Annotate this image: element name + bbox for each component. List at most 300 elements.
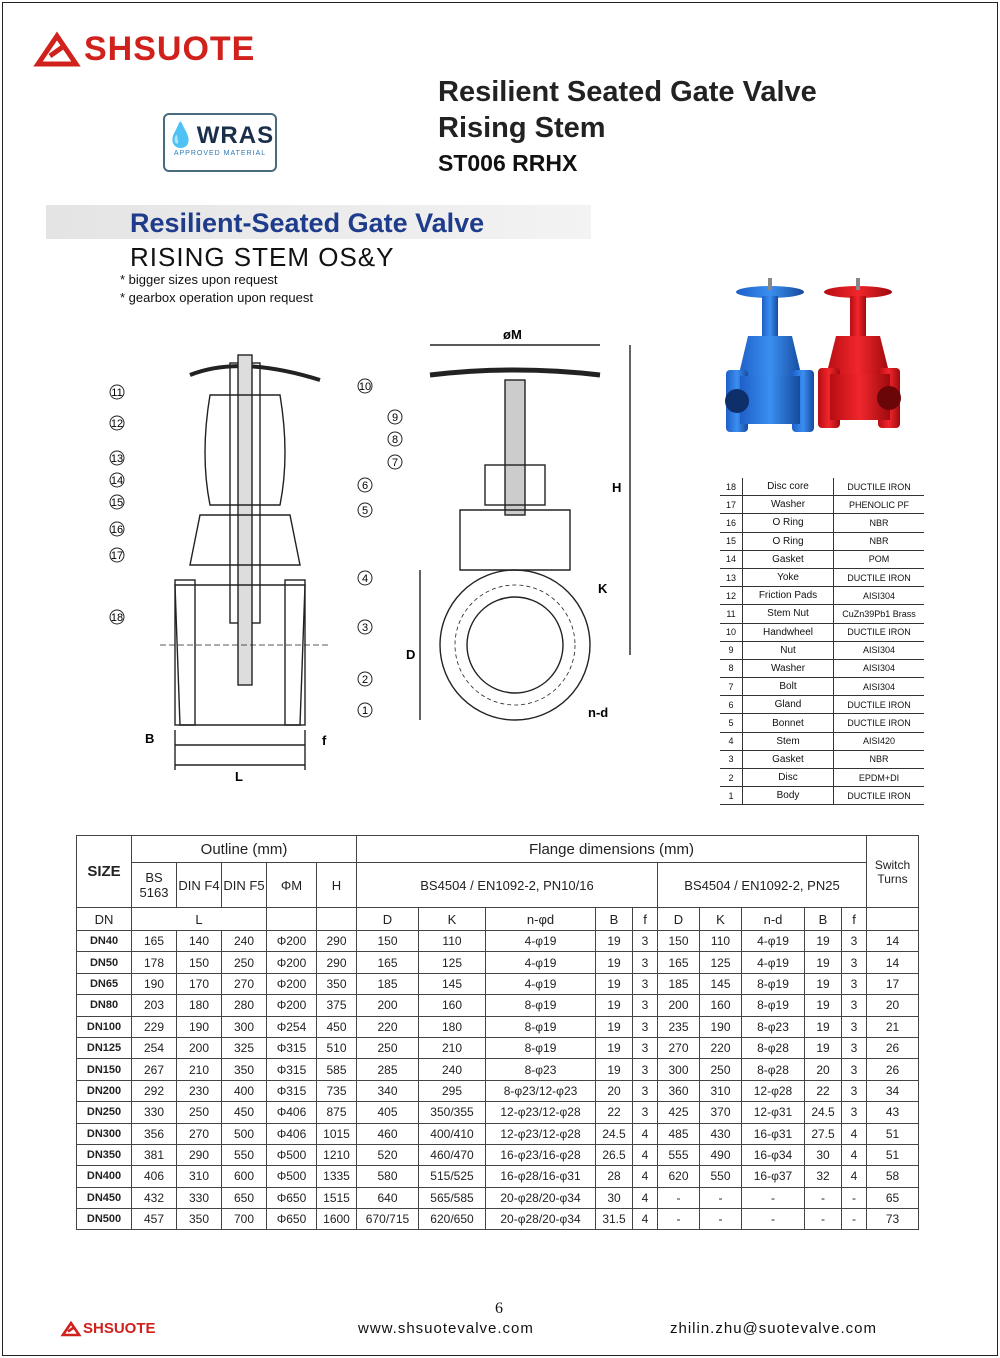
- note-bigger-sizes: * bigger sizes upon request: [120, 272, 278, 287]
- value-cell: 125: [419, 952, 486, 973]
- dim-M-label: øM: [503, 327, 522, 342]
- page-number: 6: [495, 1300, 503, 1317]
- value-cell: 3: [842, 973, 867, 994]
- value-cell: 450: [222, 1102, 267, 1123]
- table-row: [77, 1144, 919, 1165]
- value-cell: 12-φ28: [742, 1080, 805, 1101]
- part-material: AISI304: [834, 678, 925, 696]
- value-cell: 220: [357, 1016, 419, 1037]
- value-cell: 73: [867, 1209, 919, 1230]
- value-cell: 1600: [317, 1209, 357, 1230]
- dn-header: DN: [77, 908, 132, 931]
- parts-list-table: [720, 478, 924, 805]
- table-row: [77, 1059, 919, 1080]
- value-cell: 4: [842, 1123, 867, 1144]
- value-cell: 150: [357, 931, 419, 952]
- value-cell: 1015: [317, 1123, 357, 1144]
- value-cell: 350: [222, 1059, 267, 1080]
- value-cell: Φ500: [267, 1166, 317, 1187]
- value-cell: 250: [700, 1059, 742, 1080]
- value-cell: 330: [132, 1102, 177, 1123]
- part-name: Bonnet: [743, 714, 834, 732]
- banner-subtitle: RISING STEM OS&Y: [130, 242, 395, 272]
- value-cell: Φ200: [267, 995, 317, 1016]
- value-cell: 19: [596, 1016, 633, 1037]
- value-cell: 270: [658, 1037, 700, 1058]
- value-cell: 160: [700, 995, 742, 1016]
- value-cell: 8-φ23/12-φ23: [486, 1080, 596, 1101]
- callouts-right: [358, 379, 372, 717]
- part-number: 16: [720, 514, 743, 532]
- value-cell: 267: [132, 1059, 177, 1080]
- value-cell: 200: [658, 995, 700, 1016]
- part-material: PHENOLIC PF: [834, 496, 925, 514]
- value-cell: 19: [596, 1037, 633, 1058]
- value-cell: 14: [867, 931, 919, 952]
- value-cell: Φ315: [267, 1080, 317, 1101]
- value-cell: 292: [132, 1080, 177, 1101]
- value-cell: 310: [177, 1166, 222, 1187]
- dim-H-label: H: [612, 480, 622, 495]
- value-cell: 27.5: [805, 1123, 842, 1144]
- wras-badge: [163, 113, 277, 172]
- value-cell: 520: [357, 1144, 419, 1165]
- value-cell: 165: [132, 931, 177, 952]
- value-cell: 200: [177, 1037, 222, 1058]
- part-number: 3: [720, 750, 743, 768]
- part-material: NBR: [834, 532, 925, 550]
- value-cell: 400: [222, 1080, 267, 1101]
- value-cell: 125: [700, 952, 742, 973]
- value-cell: 4: [633, 1144, 658, 1165]
- callout-label: 18: [110, 612, 124, 624]
- table-row: [77, 1037, 919, 1058]
- value-cell: 150: [658, 931, 700, 952]
- value-cell: 4-φ19: [742, 952, 805, 973]
- part-name: Yoke: [743, 568, 834, 586]
- value-cell: 400/410: [419, 1123, 486, 1144]
- table-row: [77, 952, 919, 973]
- table-row: [77, 973, 919, 994]
- dn-cell: DN125: [77, 1037, 132, 1058]
- parts-row: [720, 678, 924, 696]
- callout-label: 10: [358, 381, 372, 393]
- value-cell: 22: [596, 1102, 633, 1123]
- value-cell: Φ650: [267, 1209, 317, 1230]
- part-name: Disc: [743, 769, 834, 787]
- value-cell: 165: [357, 952, 419, 973]
- parts-row: [720, 769, 924, 787]
- value-cell: 3: [842, 1102, 867, 1123]
- part-material: AISI304: [834, 587, 925, 605]
- parts-row: [720, 714, 924, 732]
- value-cell: 405: [357, 1102, 419, 1123]
- callouts-left: [110, 385, 124, 624]
- value-cell: Φ200: [267, 973, 317, 994]
- value-cell: 580: [357, 1166, 419, 1187]
- value-cell: 165: [658, 952, 700, 973]
- value-cell: 555: [658, 1144, 700, 1165]
- value-cell: 430: [700, 1123, 742, 1144]
- valve-technical-drawing: [100, 325, 620, 795]
- value-cell: 640: [357, 1187, 419, 1208]
- value-cell: 1335: [317, 1166, 357, 1187]
- pn16-header: BS4504 / EN1092-2, PN10/16: [357, 863, 658, 908]
- table-row: [77, 1016, 919, 1037]
- part-material: DUCTILE IRON: [834, 714, 925, 732]
- value-cell: 31.5: [596, 1209, 633, 1230]
- value-cell: 280: [222, 995, 267, 1016]
- value-cell: 485: [658, 1123, 700, 1144]
- value-cell: 28: [596, 1166, 633, 1187]
- value-cell: 3: [633, 1080, 658, 1101]
- part-material: AISI304: [834, 641, 925, 659]
- dn-cell: DN250: [77, 1102, 132, 1123]
- value-cell: 875: [317, 1102, 357, 1123]
- part-name: Washer: [743, 659, 834, 677]
- flange-subheader: n-φd: [486, 908, 596, 931]
- banner-title: Resilient-Seated Gate Valve: [130, 208, 485, 238]
- value-cell: 190: [700, 1016, 742, 1037]
- value-cell: 110: [419, 931, 486, 952]
- value-cell: 22: [805, 1080, 842, 1101]
- value-cell: 3: [842, 952, 867, 973]
- dn-cell: DN65: [77, 973, 132, 994]
- product-subtitle: Rising Stem: [438, 112, 606, 144]
- dim-D-label: D: [406, 647, 416, 662]
- phiM-header: ΦM: [267, 863, 317, 908]
- value-cell: 3: [633, 995, 658, 1016]
- value-cell: 550: [700, 1166, 742, 1187]
- table-row: [77, 1209, 919, 1230]
- value-cell: 3: [842, 1016, 867, 1037]
- value-cell: -: [700, 1209, 742, 1230]
- valve-product-photo: [718, 278, 908, 448]
- value-cell: 14: [867, 952, 919, 973]
- value-cell: 670/715: [357, 1209, 419, 1230]
- value-cell: 300: [658, 1059, 700, 1080]
- value-cell: 8-φ19: [742, 973, 805, 994]
- website-link[interactable]: www.shsuotevalve.com: [358, 1320, 534, 1337]
- value-cell: 510: [317, 1037, 357, 1058]
- value-cell: 235: [658, 1016, 700, 1037]
- parts-row: [720, 605, 924, 623]
- parts-row: [720, 659, 924, 677]
- value-cell: -: [658, 1209, 700, 1230]
- value-cell: 19: [805, 1016, 842, 1037]
- value-cell: 12-φ23/12-φ28: [486, 1123, 596, 1144]
- value-cell: 1515: [317, 1187, 357, 1208]
- part-name: Washer: [743, 496, 834, 514]
- callout-label: 1: [361, 705, 369, 717]
- part-number: 5: [720, 714, 743, 732]
- footer-brand: SHSUOTE: [83, 1320, 156, 1337]
- callout-label: 7: [391, 457, 399, 469]
- value-cell: 270: [177, 1123, 222, 1144]
- value-cell: 24.5: [805, 1102, 842, 1123]
- callout-label: 3: [361, 622, 369, 634]
- parts-row: [720, 696, 924, 714]
- pn25-header: BS4504 / EN1092-2, PN25: [658, 863, 867, 908]
- value-cell: 19: [805, 973, 842, 994]
- value-cell: 19: [805, 931, 842, 952]
- red-valve: [818, 278, 901, 428]
- parts-row: [720, 641, 924, 659]
- outline-header: Outline (mm): [132, 836, 357, 863]
- callout-label: 5: [361, 505, 369, 517]
- part-material: NBR: [834, 514, 925, 532]
- value-cell: 254: [132, 1037, 177, 1058]
- product-title: Resilient Seated Gate Valve: [438, 76, 817, 108]
- parts-row: [720, 568, 924, 586]
- value-cell: 20: [805, 1059, 842, 1080]
- table-row: [77, 1102, 919, 1123]
- part-number: 6: [720, 696, 743, 714]
- value-cell: 4-φ19: [486, 952, 596, 973]
- value-cell: 180: [419, 1016, 486, 1037]
- value-cell: 170: [177, 973, 222, 994]
- value-cell: 3: [633, 952, 658, 973]
- value-cell: 290: [317, 952, 357, 973]
- value-cell: 450: [317, 1016, 357, 1037]
- dim-K-label: K: [598, 581, 608, 596]
- callout-label: 6: [361, 480, 369, 492]
- value-cell: 26: [867, 1037, 919, 1058]
- value-cell: Φ200: [267, 931, 317, 952]
- flange-subheader: D: [357, 908, 419, 931]
- part-name: Gasket: [743, 750, 834, 768]
- dinf5-header: DIN F5: [222, 863, 267, 908]
- callout-label: 9: [391, 412, 399, 424]
- value-cell: -: [805, 1209, 842, 1230]
- value-cell: 17: [867, 973, 919, 994]
- value-cell: 4: [633, 1187, 658, 1208]
- note-gearbox: * gearbox operation upon request: [120, 290, 313, 305]
- value-cell: 4-φ19: [486, 931, 596, 952]
- part-material: DUCTILE IRON: [834, 696, 925, 714]
- value-cell: 4-φ19: [486, 973, 596, 994]
- value-cell: 4: [633, 1123, 658, 1144]
- value-cell: 370: [700, 1102, 742, 1123]
- parts-row: [720, 496, 924, 514]
- part-name: Stem: [743, 732, 834, 750]
- value-cell: 375: [317, 995, 357, 1016]
- parts-row: [720, 750, 924, 768]
- L-header: L: [132, 908, 267, 931]
- value-cell: 4: [633, 1166, 658, 1187]
- part-name: Gasket: [743, 550, 834, 568]
- value-cell: 325: [222, 1037, 267, 1058]
- value-cell: 8-φ23: [742, 1016, 805, 1037]
- flange-subheader: B: [596, 908, 633, 931]
- wras-sub-label: APPROVED MATERIAL: [173, 150, 267, 157]
- part-number: 1: [720, 787, 743, 805]
- part-name: O Ring: [743, 532, 834, 550]
- part-material: DUCTILE IRON: [834, 787, 925, 805]
- part-name: Body: [743, 787, 834, 805]
- value-cell: 425: [658, 1102, 700, 1123]
- callout-label: 11: [111, 387, 123, 399]
- parts-row: [720, 550, 924, 568]
- value-cell: 600: [222, 1166, 267, 1187]
- value-cell: Φ315: [267, 1037, 317, 1058]
- front-view: [420, 345, 630, 720]
- dim-nd-label: n-d: [588, 705, 609, 720]
- value-cell: 19: [596, 931, 633, 952]
- brand-triangle-icon: [36, 34, 78, 66]
- part-number: 9: [720, 641, 743, 659]
- value-cell: 203: [132, 995, 177, 1016]
- value-cell: 350/355: [419, 1102, 486, 1123]
- dn-cell: DN400: [77, 1166, 132, 1187]
- value-cell: 8-φ19: [486, 1016, 596, 1037]
- callout-label: 4: [361, 573, 369, 585]
- dn-cell: DN100: [77, 1016, 132, 1037]
- dn-cell: DN150: [77, 1059, 132, 1080]
- value-cell: 20: [596, 1080, 633, 1101]
- part-number: 11: [720, 605, 743, 623]
- value-cell: 300: [222, 1016, 267, 1037]
- value-cell: Φ254: [267, 1016, 317, 1037]
- value-cell: -: [742, 1209, 805, 1230]
- value-cell: 19: [596, 995, 633, 1016]
- table-row: [77, 931, 919, 952]
- value-cell: 457: [132, 1209, 177, 1230]
- part-number: 18: [720, 478, 743, 496]
- callout-label: 17: [110, 550, 124, 562]
- value-cell: 145: [419, 973, 486, 994]
- part-material: EPDM+DI: [834, 769, 925, 787]
- value-cell: 230: [177, 1080, 222, 1101]
- part-name: Handwheel: [743, 623, 834, 641]
- value-cell: 515/525: [419, 1166, 486, 1187]
- value-cell: 110: [700, 931, 742, 952]
- dn-cell: DN500: [77, 1209, 132, 1230]
- value-cell: 240: [222, 931, 267, 952]
- value-cell: Φ406: [267, 1123, 317, 1144]
- flange-subheader: f: [633, 908, 658, 931]
- part-number: 4: [720, 732, 743, 750]
- brand-logo: [36, 30, 255, 69]
- part-number: 10: [720, 623, 743, 641]
- part-name: Nut: [743, 641, 834, 659]
- value-cell: 4: [842, 1166, 867, 1187]
- value-cell: 3: [842, 995, 867, 1016]
- value-cell: 30: [805, 1144, 842, 1165]
- brand-name: SHSUOTE: [84, 30, 256, 68]
- parts-row: [720, 587, 924, 605]
- dn-cell: DN450: [77, 1187, 132, 1208]
- value-cell: 290: [317, 931, 357, 952]
- table-row: [77, 1080, 919, 1101]
- value-cell: 340: [357, 1080, 419, 1101]
- value-cell: 8-φ19: [742, 995, 805, 1016]
- dn-cell: DN300: [77, 1123, 132, 1144]
- part-material: NBR: [834, 750, 925, 768]
- value-cell: 240: [419, 1059, 486, 1080]
- value-cell: 350: [317, 973, 357, 994]
- value-cell: 8-φ28: [742, 1037, 805, 1058]
- value-cell: 290: [177, 1144, 222, 1165]
- value-cell: -: [842, 1187, 867, 1208]
- value-cell: 4: [842, 1144, 867, 1165]
- part-name: O Ring: [743, 514, 834, 532]
- value-cell: 20: [867, 995, 919, 1016]
- value-cell: Φ406: [267, 1102, 317, 1123]
- part-material: AISI420: [834, 732, 925, 750]
- section-view: [160, 355, 330, 770]
- value-cell: 200: [357, 995, 419, 1016]
- part-name: Stem Nut: [743, 605, 834, 623]
- value-cell: 12-φ23/12-φ28: [486, 1102, 596, 1123]
- value-cell: 16-φ34: [742, 1144, 805, 1165]
- dim-f-label: f: [322, 733, 327, 748]
- email-link[interactable]: zhilin.zhu@suotevalve.com: [670, 1320, 877, 1337]
- table-row: [77, 1166, 919, 1187]
- value-cell: 250: [357, 1037, 419, 1058]
- value-cell: 8-φ28: [742, 1059, 805, 1080]
- value-cell: 58: [867, 1166, 919, 1187]
- value-cell: 210: [419, 1037, 486, 1058]
- value-cell: Φ500: [267, 1144, 317, 1165]
- value-cell: 3: [633, 931, 658, 952]
- parts-row: [720, 623, 924, 641]
- value-cell: 19: [805, 1037, 842, 1058]
- part-number: 15: [720, 532, 743, 550]
- dinf4-header: DIN F4: [177, 863, 222, 908]
- value-cell: 140: [177, 931, 222, 952]
- value-cell: 24.5: [596, 1123, 633, 1144]
- flange-subheader: B: [805, 908, 842, 931]
- value-cell: 20-φ28/20-φ34: [486, 1209, 596, 1230]
- value-cell: 51: [867, 1144, 919, 1165]
- value-cell: 43: [867, 1102, 919, 1123]
- value-cell: 460: [357, 1123, 419, 1144]
- value-cell: 4-φ19: [742, 931, 805, 952]
- value-cell: 356: [132, 1123, 177, 1144]
- value-cell: 310: [700, 1080, 742, 1101]
- value-cell: 19: [805, 952, 842, 973]
- part-name: Gland: [743, 696, 834, 714]
- value-cell: 650: [222, 1187, 267, 1208]
- part-name: Bolt: [743, 678, 834, 696]
- parts-row: [720, 732, 924, 750]
- parts-row: [720, 532, 924, 550]
- product-code: ST006 RRHX: [438, 150, 578, 176]
- table-row: [77, 1187, 919, 1208]
- dn-cell: DN200: [77, 1080, 132, 1101]
- footer-logo: [62, 1320, 156, 1337]
- value-cell: 550: [222, 1144, 267, 1165]
- value-cell: 190: [177, 1016, 222, 1037]
- value-cell: 30: [596, 1187, 633, 1208]
- part-material: DUCTILE IRON: [834, 568, 925, 586]
- H-header: H: [317, 863, 357, 908]
- value-cell: 19: [596, 952, 633, 973]
- value-cell: 229: [132, 1016, 177, 1037]
- value-cell: 180: [177, 995, 222, 1016]
- value-cell: 190: [132, 973, 177, 994]
- value-cell: 65: [867, 1187, 919, 1208]
- value-cell: Φ315: [267, 1059, 317, 1080]
- value-cell: 460/470: [419, 1144, 486, 1165]
- value-cell: 500: [222, 1123, 267, 1144]
- part-number: 13: [720, 568, 743, 586]
- part-number: 12: [720, 587, 743, 605]
- value-cell: 16-φ31: [742, 1123, 805, 1144]
- value-cell: 295: [419, 1080, 486, 1101]
- brand-triangle-icon: [62, 1322, 80, 1336]
